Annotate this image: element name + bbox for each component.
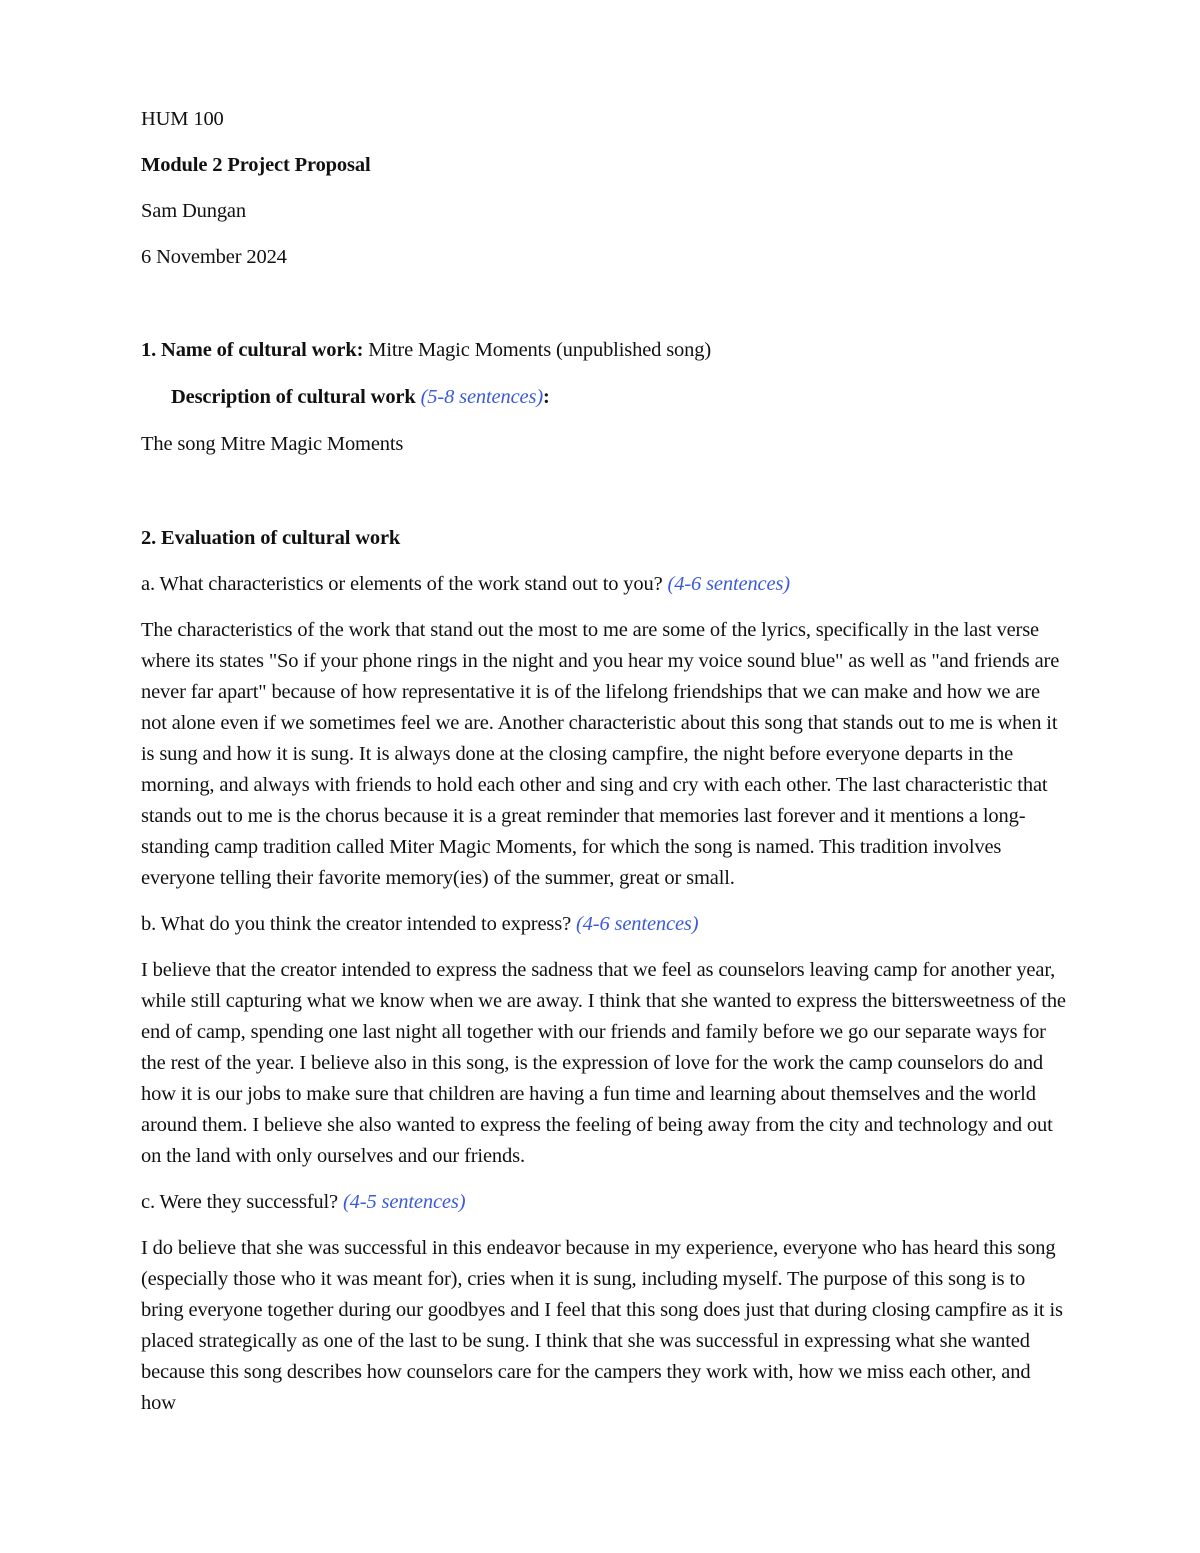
document-page	[141, 104, 1066, 1434]
question-b-hint: (4-6 sentences)	[576, 913, 699, 935]
description-label: Description of cultural work	[171, 386, 421, 408]
question-c-text: c. Were they successful?	[141, 1191, 343, 1213]
description-answer: The song Mitre Magic Moments	[141, 433, 404, 455]
evaluation-heading: 2. Evaluation of cultural work	[141, 527, 401, 549]
document-date: 6 November 2024	[141, 246, 287, 268]
cultural-work-name-value: Mitre Magic Moments (unpublished song)	[363, 339, 712, 361]
question-a-text: a. What characteristics or elements of the work stand out to you?	[141, 573, 668, 595]
question-a	[141, 569, 1066, 600]
description-prompt	[171, 382, 1066, 413]
question-b-text: b. What do you think the creator intended to express?	[141, 913, 576, 935]
cultural-work-name-line	[141, 335, 1066, 366]
answer-a: The characteristics of the work that stand out the most to me are some of the lyrics, specifically in the last verse where its states "So if your phone rings in the night and you hear my voice sound blue" as well as "and friends are never far apart" because of how representative it is of the lifelong friendships that we can make and how we are not alone even if we sometimes feel we are. Another characteristic about this song that stands out to me is when it is sung and how it is sung. It is always done at the closing campfire, the night before everyone departs in the morning, and always with friends to hold each other and sing and cry with each other. The last characteristic that stands out to me is the chorus because it is a great reminder that memories last forever and it mentions a long-standing camp tradition called Miter Magic Moments, for which the song is named. This tradition involves everyone telling their favorite memory(ies) of the summer, great or small.	[141, 619, 1060, 889]
question-c-hint: (4-5 sentences)	[342, 1191, 466, 1213]
description-hint: (5-8 sentences)	[420, 386, 544, 408]
question-a-hint: (4-6 sentences)	[667, 573, 790, 595]
answer-c: I do believe that she was successful in this endeavor because in my experience, everyone who has heard this song (especially those who it was meant for), cries when it is sung, including myself. The purpose of this song is to bring everyone together during our goodbyes and I feel that this song does just that during closing campfire as it is placed strategically as one of the last to be sung. I think that she was successful in expressing what she wanted because this song describes how counselors care for the campers they work with, how we miss each other, and how	[141, 1237, 1063, 1414]
document-title: Module 2 Project Proposal	[141, 154, 371, 176]
cultural-work-name-label: 1. Name of cultural work:	[141, 339, 364, 361]
answer-b: I believe that the creator intended to express the sadness that we feel as counselors leaving camp for another year, while still capturing what we know when we are away. I think that she wanted to express the bittersweetness of the end of camp, spending one last night all together with our friends and family before we go our separate ways for the rest of the year. I believe also in this song, is the expression of love for the work the camp counselors do and how it is our jobs to make sure that children are having a fun time and learning about themselves and the world around them. I believe she also wanted to express the feeling of being away from the city and technology and out on the land with only ourselves and our friends.	[141, 959, 1066, 1167]
description-colon: :	[543, 386, 550, 408]
course-code: HUM 100	[141, 108, 224, 130]
question-b	[141, 909, 1066, 940]
author-name: Sam Dungan	[141, 200, 246, 222]
question-c	[141, 1187, 1066, 1218]
